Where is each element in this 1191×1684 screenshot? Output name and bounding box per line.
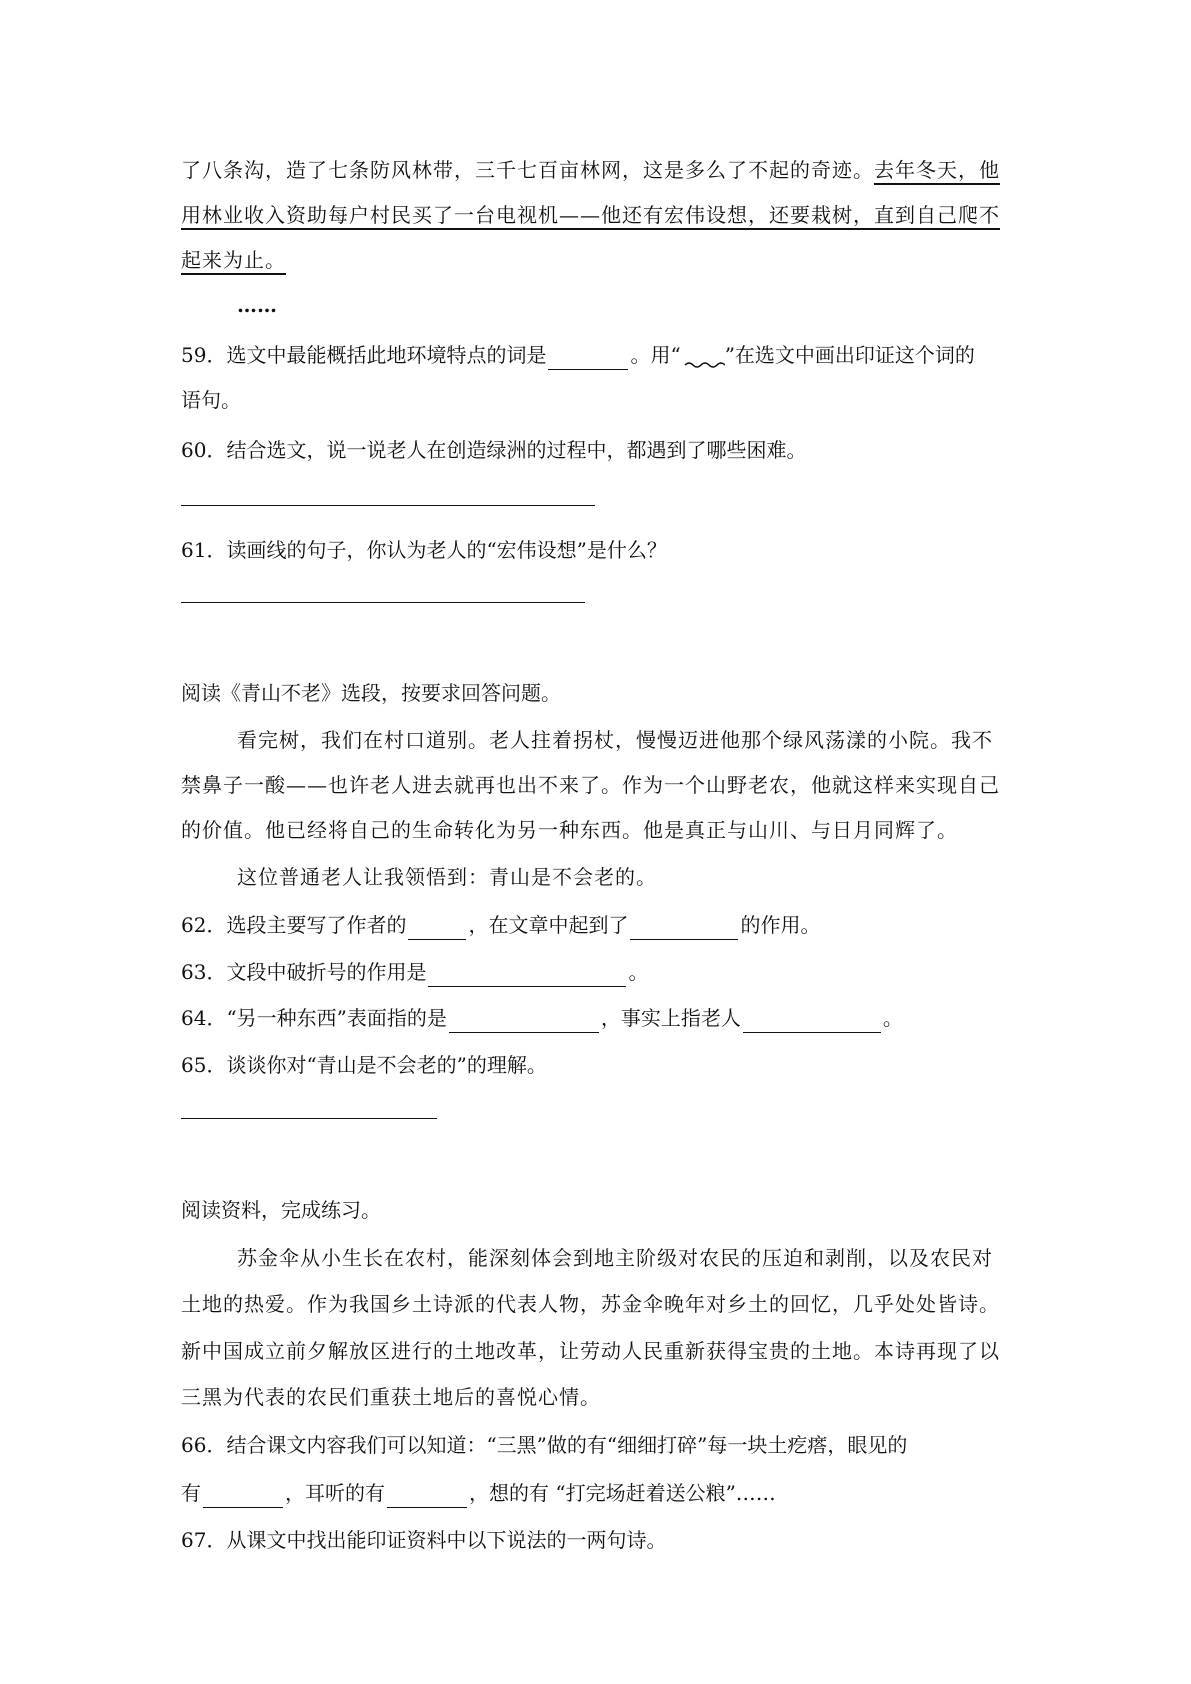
q65-answer-line[interactable] bbox=[181, 1118, 437, 1119]
section2-para-line2: 禁鼻子一酸——也许老人进去就再也出不来了。作为一个山野老农，他就这样来实现自己 bbox=[181, 773, 1000, 797]
q62-text-2: ，在文章中起到了 bbox=[468, 913, 629, 937]
section3-para-line1: 苏金伞从小生长在农村，能深刻体会到地主阶级对农民的压迫和剥削，以及农民对 bbox=[237, 1246, 993, 1270]
passage1-line3 bbox=[181, 245, 1031, 275]
passage1-line1 bbox=[181, 155, 1031, 185]
q62-text: 62．选段主要写了作者的 bbox=[181, 913, 407, 937]
q59-text-3: ”在选文中画出印证这个词的 bbox=[724, 343, 975, 367]
q64-text-3: 。 bbox=[882, 1006, 903, 1030]
passage1-line1-text: 了八条沟，造了七条防风林带，三千七百亩林网，这是多么了不起的奇迹。 bbox=[181, 158, 874, 182]
q66-answer-blank-2[interactable] bbox=[387, 1485, 467, 1508]
question-63 bbox=[181, 957, 1031, 987]
section2-para-line4: 这位普通老人让我领悟到：青山是不会老的。 bbox=[237, 865, 657, 889]
question-66: 66．结合课文内容我们可以知道：“三黑”做的有“细细打碎”每一块土疙瘩，眼见的 bbox=[181, 1433, 908, 1457]
q62-answer-blank-1[interactable] bbox=[408, 917, 466, 940]
q64-text: 64．“另一种东西”表面指的是 bbox=[181, 1006, 447, 1030]
passage1-line2: 用林业收入资助每户村民买了一台电视机——他还有宏伟设想，还要栽树，直到自己爬不 bbox=[181, 203, 1000, 227]
q64-answer-blank-2[interactable] bbox=[743, 1010, 881, 1033]
q64-text-2: ，事实上指老人 bbox=[600, 1006, 741, 1030]
question-67: 67．从课文中找出能印证资料中以下说法的一两句诗。 bbox=[181, 1528, 667, 1552]
underlined-sentence-start: 去年冬天，他 bbox=[874, 158, 1000, 182]
q63-text-2: 。 bbox=[628, 960, 649, 984]
section3-para-line2: 土地的热爱。作为我国乡土诗派的代表人物，苏金伞晚年对乡土的回忆，几乎处处皆诗。 bbox=[181, 1292, 1000, 1316]
section3-intro: 阅读资料，完成练习。 bbox=[181, 1198, 381, 1222]
q66-text: 有 bbox=[181, 1481, 201, 1505]
q63-answer-blank[interactable] bbox=[428, 964, 626, 987]
question-59-cont: 语句。 bbox=[181, 388, 241, 412]
section3-para-line4: 三黑为代表的农民们重获土地后的喜悦心情。 bbox=[181, 1385, 601, 1409]
q61-answer-line[interactable] bbox=[181, 602, 585, 603]
section2-para-line1: 看完树，我们在村口道别。老人拄着拐杖，慢慢迈进他那个绿风荡漾的小院。我不 bbox=[237, 728, 993, 752]
q64-answer-blank-1[interactable] bbox=[449, 1010, 599, 1033]
section2-intro: 阅读《青山不老》选段，按要求回答问题。 bbox=[181, 681, 561, 705]
q59-text-2: 。用“ bbox=[630, 343, 681, 367]
wavy-underline-icon bbox=[681, 350, 725, 370]
q66-text-3: ，想的有 “打完场赶着送公粮”…… bbox=[469, 1481, 776, 1505]
question-61: 61．读画线的句子，你认为老人的“宏伟设想”是什么？ bbox=[181, 538, 667, 562]
q59-text: 59．选文中最能概括此地环境特点的词是 bbox=[181, 343, 547, 367]
passage1-ellipsis: …… bbox=[237, 293, 277, 317]
q62-answer-blank-2[interactable] bbox=[630, 917, 738, 940]
question-59 bbox=[181, 340, 1031, 370]
section3-para-line3: 新中国成立前夕解放区进行的土地改革，让劳动人民重新获得宝贵的土地。本诗再现了以 bbox=[181, 1339, 1000, 1363]
question-66-cont bbox=[181, 1478, 1031, 1508]
question-60: 60．结合选文，说一说老人在创造绿洲的过程中，都遇到了哪些困难。 bbox=[181, 438, 807, 462]
q66-answer-blank-1[interactable] bbox=[203, 1485, 283, 1508]
question-64 bbox=[181, 1003, 1031, 1033]
q63-text: 63．文段中破折号的作用是 bbox=[181, 960, 427, 984]
section2-para-line3: 的价值。他已经将自己的生命转化为另一种东西。他是真正与山川、与日月同辉了。 bbox=[181, 818, 958, 842]
q66-text-2: ，耳听的有 bbox=[285, 1481, 385, 1505]
underlined-sentence-end: 起来为止。 bbox=[181, 248, 286, 272]
question-62 bbox=[181, 910, 1031, 940]
q62-text-3: 的作用。 bbox=[740, 913, 821, 937]
q60-answer-line[interactable] bbox=[181, 505, 595, 506]
question-65: 65．谈谈你对“青山是不会老的”的理解。 bbox=[181, 1053, 547, 1077]
q59-answer-blank[interactable] bbox=[548, 347, 628, 370]
